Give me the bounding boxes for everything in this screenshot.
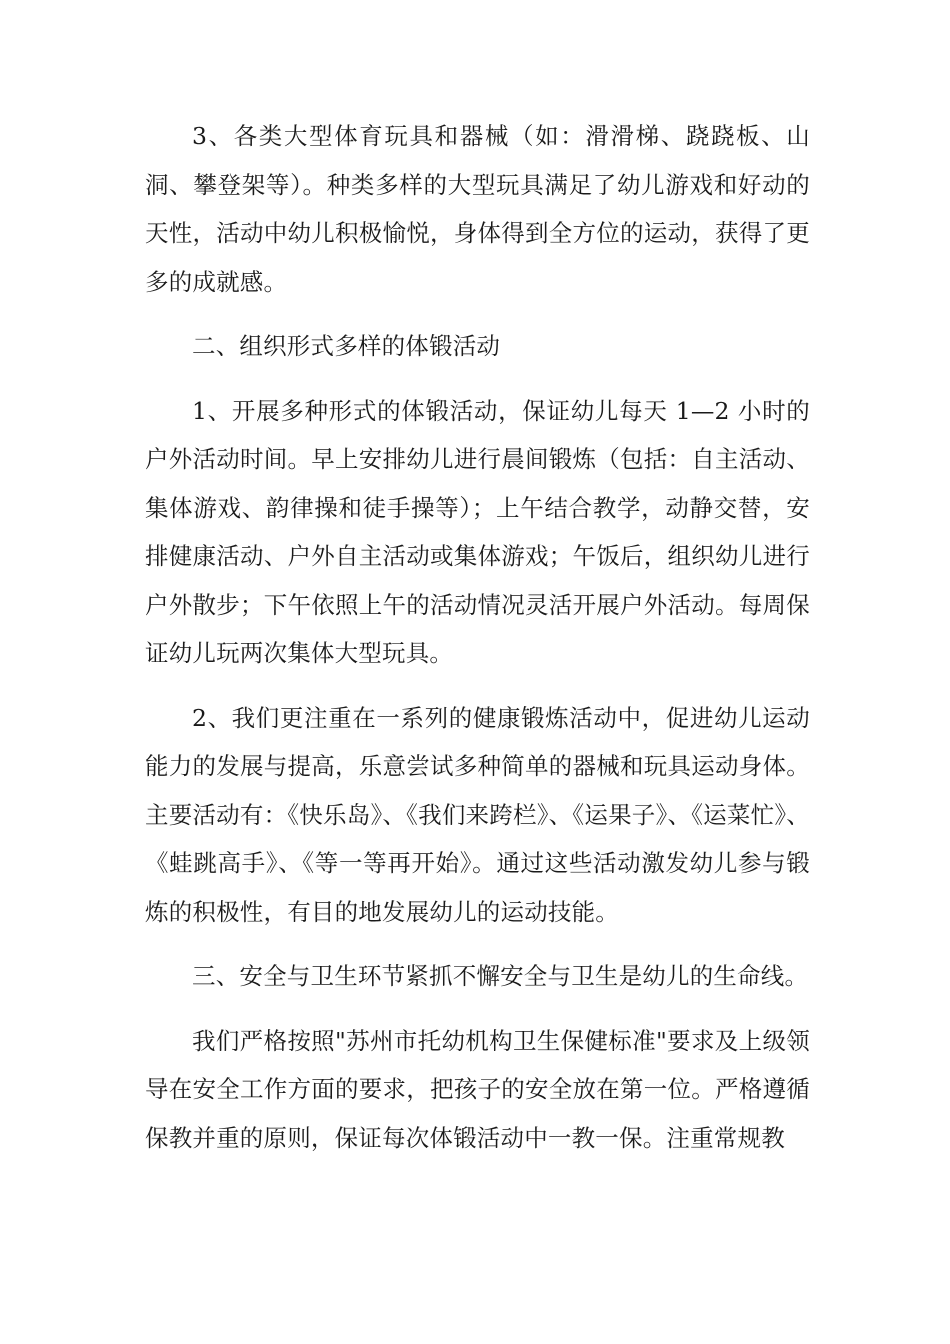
section-heading-three: 三、安全与卫生环节紧抓不懈安全与卫生是幼儿的生命线。 xyxy=(192,962,809,990)
paragraph-equipment: 3、各类大型体育玩具和器械（如：滑滑梯、跷跷板、山洞、攀登架等）。种类多样的大型玩具满足了幼儿游戏和好动的天性，活动中幼儿积极愉悦，身体得到全方位的运动，获得了更多的成就感。 xyxy=(145,122,810,296)
document-page xyxy=(145,112,810,1162)
section-heading-two: 二、组织形式多样的体锻活动 xyxy=(192,332,501,360)
paragraph-activity-list: 2、我们更注重在一系列的健康锻炼活动中，促进幼儿运动能力的发展与提高，乐意尝试多种简单的器械和玩具运动身体。主要活动有：《快乐岛》、《我们来跨栏》、《运果子》、《运菜忙》、《蛙跳高手》、《等一等再开始》。通过这些活动激发幼儿参与锻炼的积极性，有目的地发展幼儿的运动技能。 xyxy=(145,703,810,926)
paragraph-safety-standards: 我们严格按照"苏州市托幼机构卫生保健标准"要求及上级领导在安全工作方面的要求，把孩子的安全放在第一位。严格遵循保教并重的原则，保证每次体锻活动中一教一保。注重常规教 xyxy=(145,1026,810,1152)
paragraph-daily-activities: 1、开展多种形式的体锻活动，保证幼儿每天 1—2 小时的户外活动时间。早上安排幼儿进行晨间锻炼（包括：自主活动、集体游戏、韵律操和徒手操等）；上午结合教学，动静交替，安排健康活动、户外自主活动或集体游戏；午饭后，组织幼儿进行户外散步；下午依照上午的活动情况灵活开展户外活动。每周保证幼儿玩两次集体大型玩具。 xyxy=(145,396,810,667)
